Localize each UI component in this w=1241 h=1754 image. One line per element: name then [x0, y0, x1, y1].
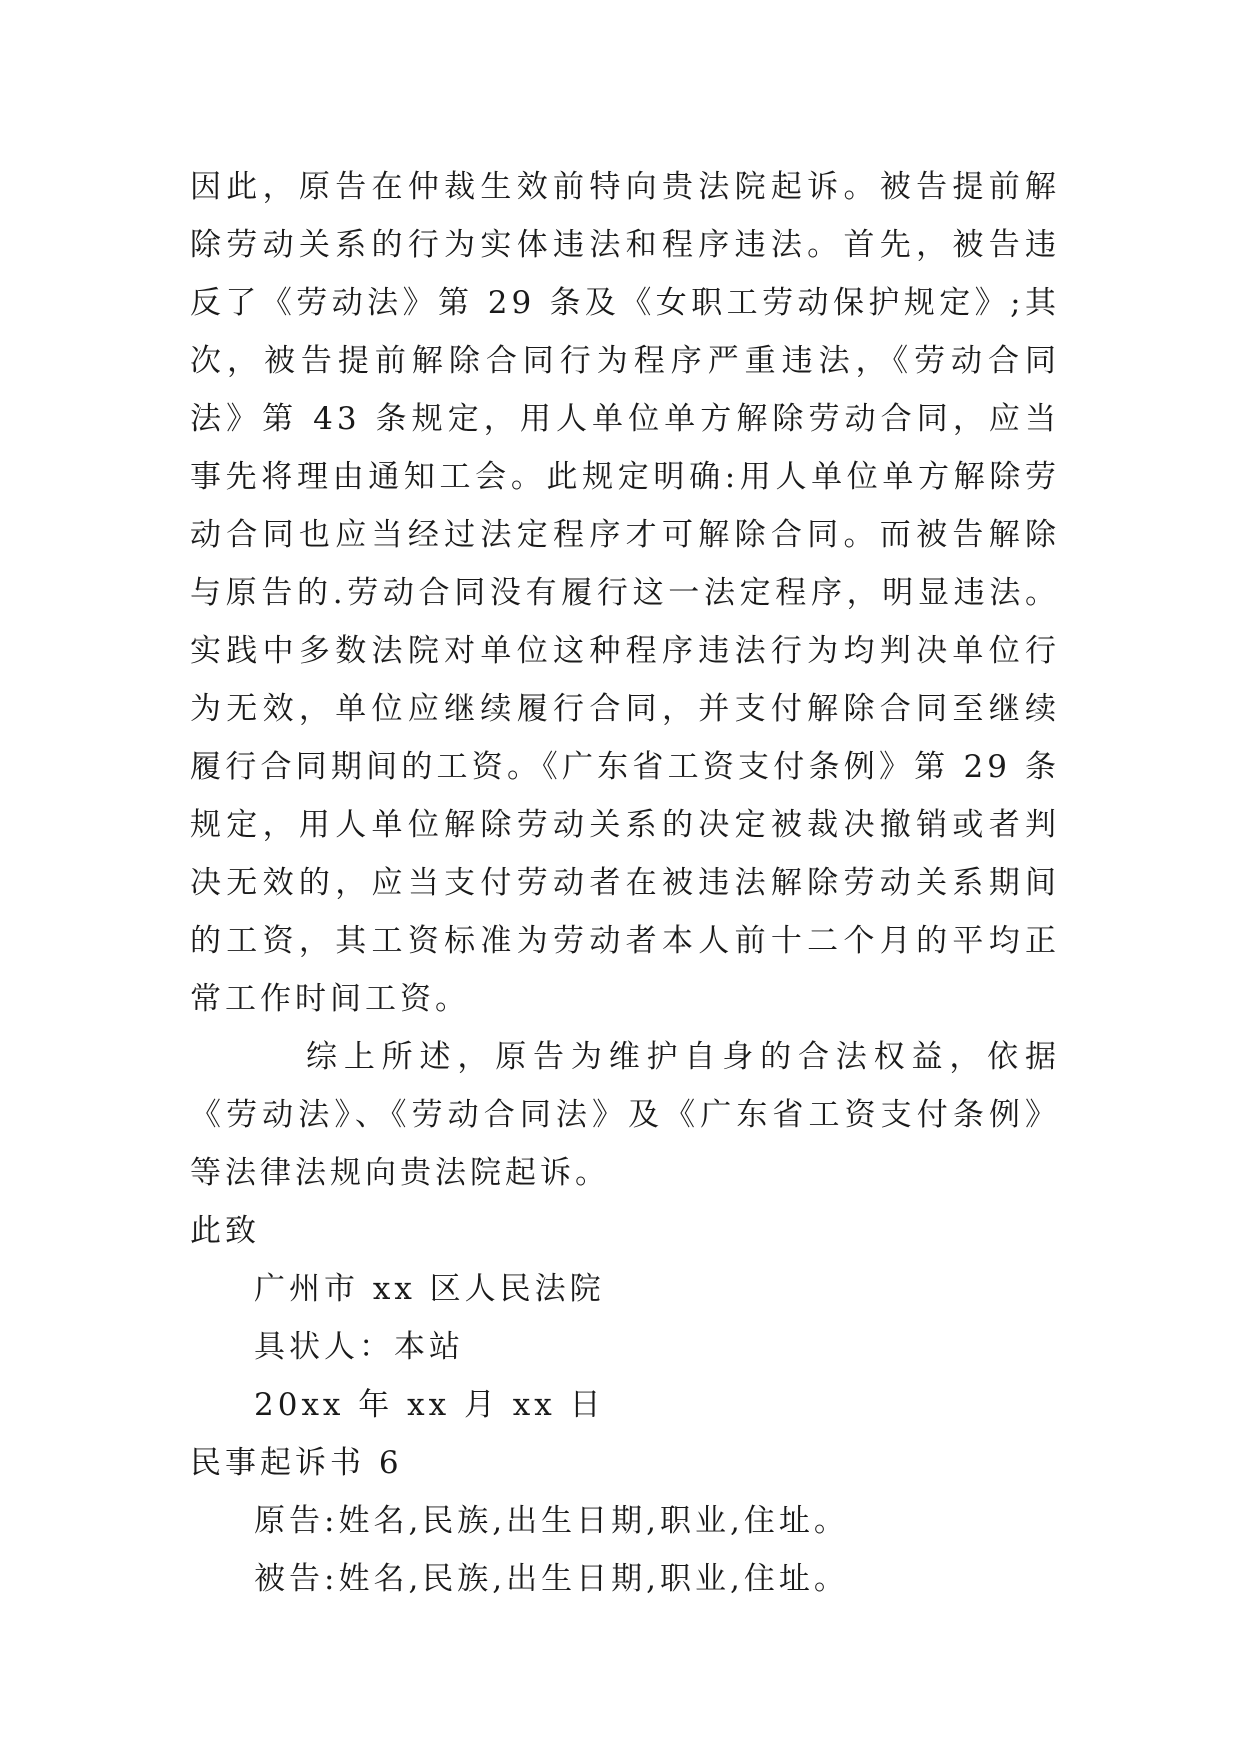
addressee-court: 广州市 xx 区人民法院: [254, 1271, 605, 1307]
section-title: 民事起诉书 6: [190, 1445, 403, 1481]
defendant-line: 被告:姓名,民族,出生日期,职业,住址。: [254, 1561, 849, 1597]
closing-salutation: 此致: [190, 1213, 260, 1249]
body-paragraph-summary: 综上所述，原告为维护自身的合法权益，依据《劳动法》、《劳动合同法》及《广东省工资支付条例》等法律法规向贵法院起诉。: [190, 1039, 1060, 1191]
signer-line: 具状人：本站: [254, 1329, 464, 1365]
plaintiff-line: 原告:姓名,民族,出生日期,职业,住址。: [254, 1503, 849, 1539]
body-paragraph-argument: 因此，原告在仲裁生效前特向贵法院起诉。被告提前解除劳动关系的行为实体违法和程序违法。首先，被告违反了《劳动法》第 29 条及《女职工劳动保护规定》;其次，被告提前解除合同行为程序严重违法，《劳动合同法》第 43 条规定，用人单位单方解除劳动合同，应当事先将理由通知工会。此规定明确:用人单位单方解除劳动合同也应当经过法定程序才可解除合同。而被告解除与原告的.劳动合同没有履行这一法定程序，明显违法。实践中多数法院对单位这种程序违法行为均判决单位行为无效，单位应继续履行合同，并支付解除合同至继续履行合同期间的工资。《广东省工资支付条例》第 29 条规定，用人单位解除劳动关系的决定被裁决撤销或者判决无效的，应当支付劳动者在被违法解除劳动关系期间的工资，其工资标准为劳动者本人前十二个月的平均正常工作时间工资。: [190, 169, 1060, 1017]
date-line: 20xx 年 xx 月 xx 日: [254, 1387, 605, 1423]
document-body: [190, 158, 1060, 1608]
